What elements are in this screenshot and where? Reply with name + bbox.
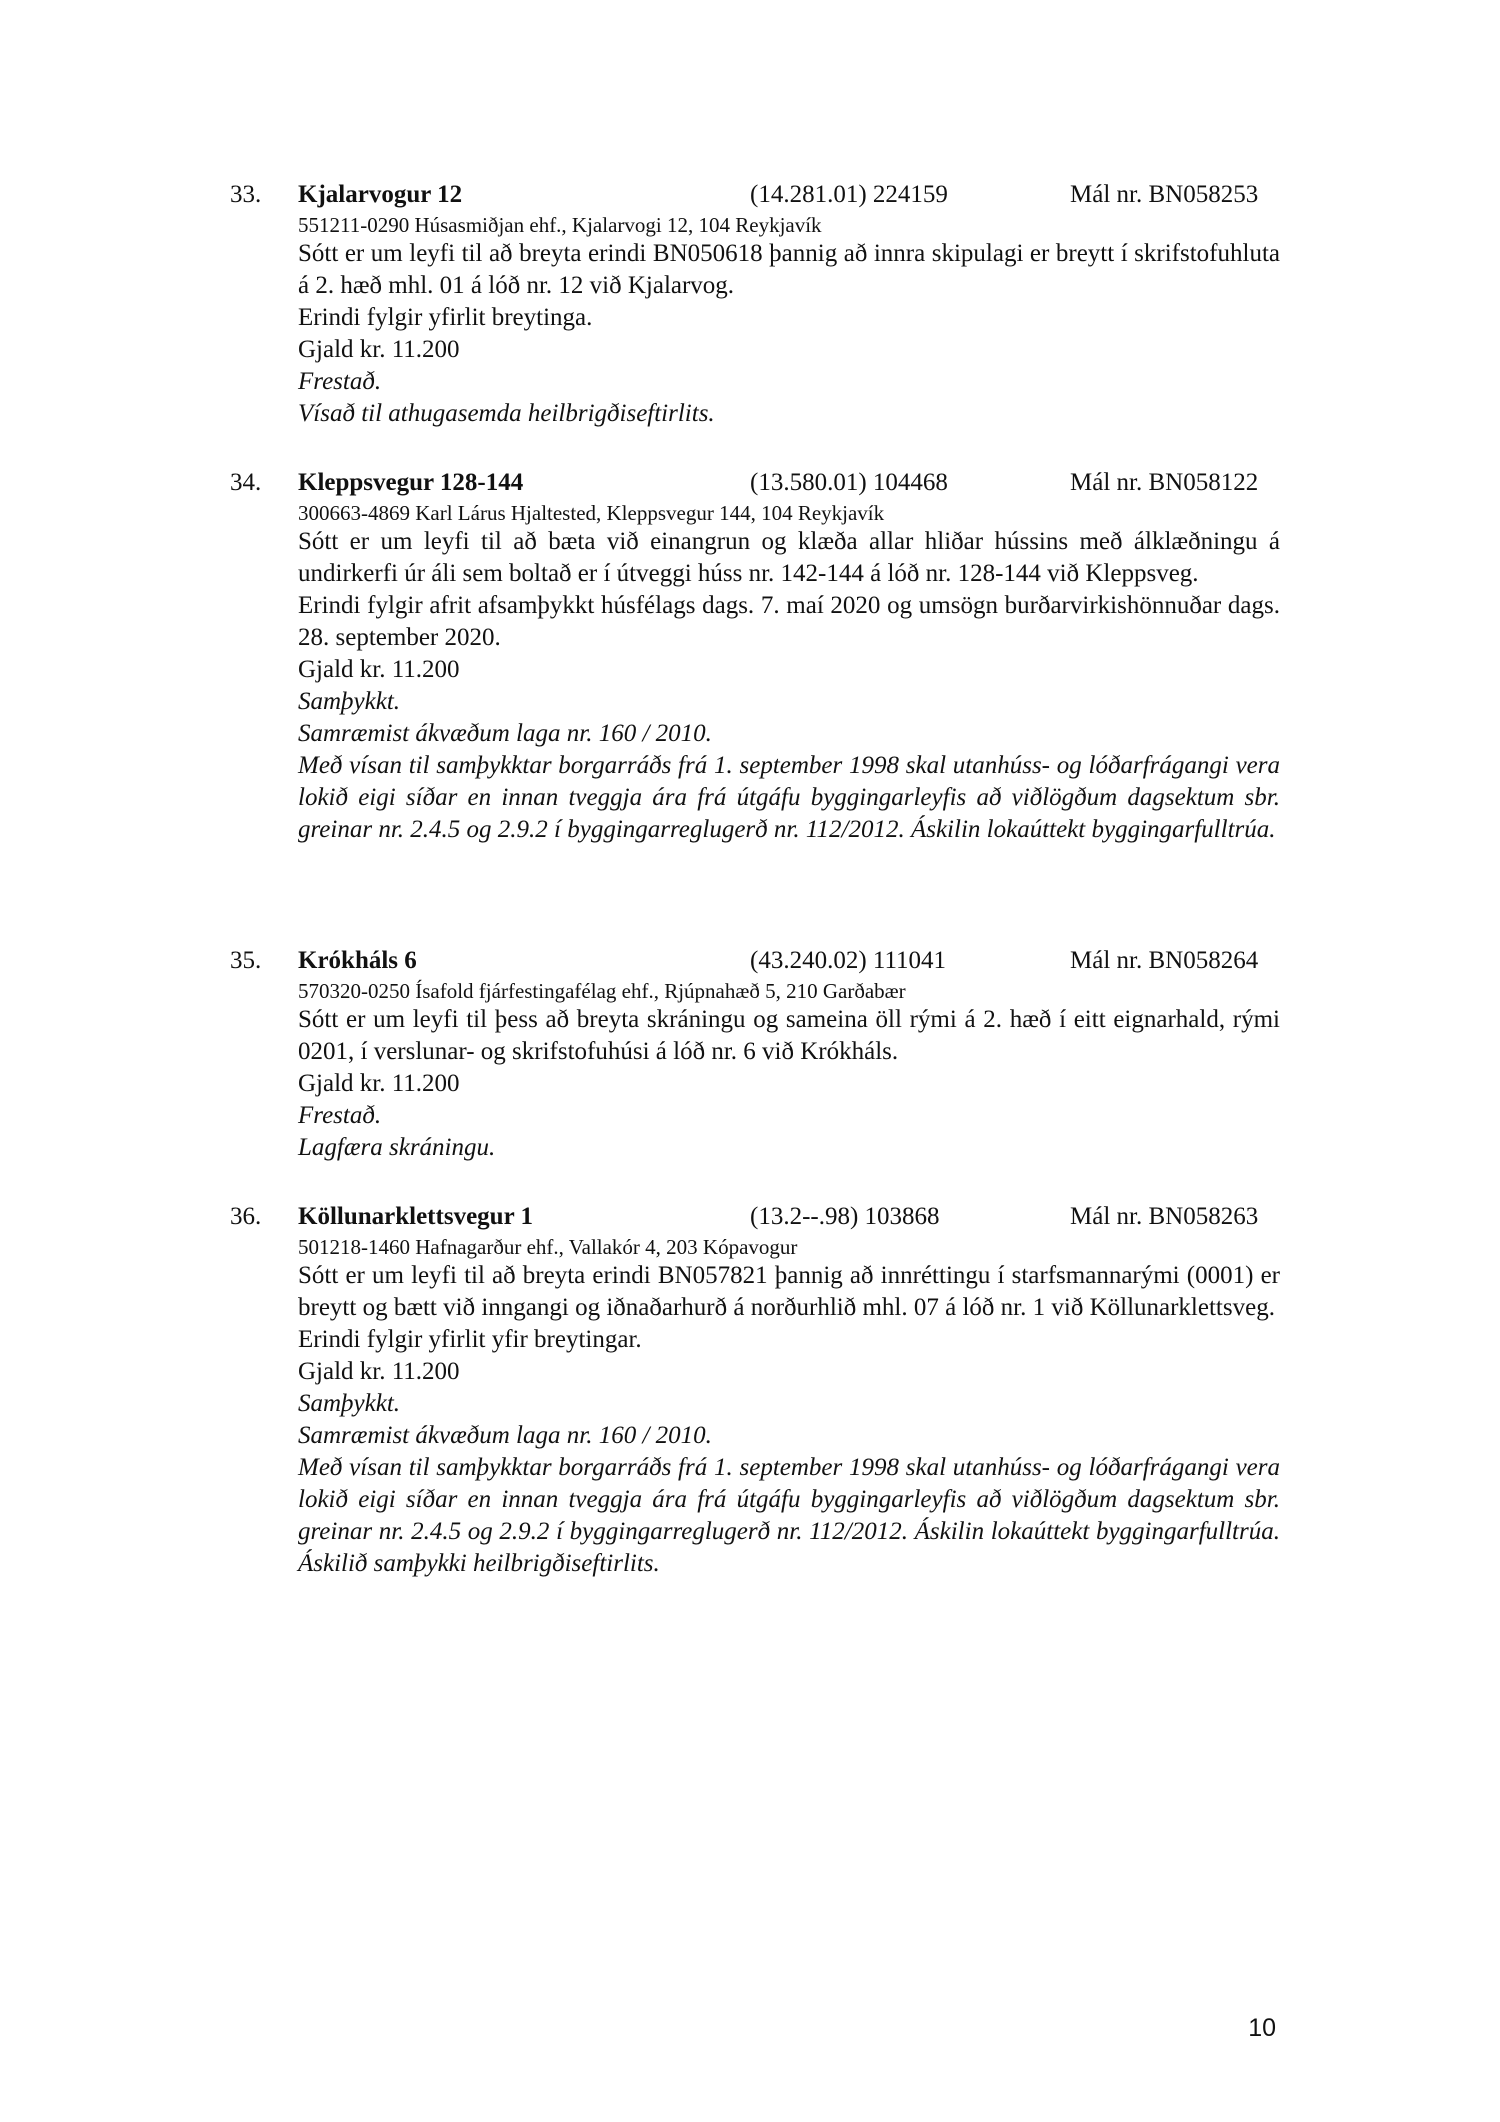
property-code: (14.281.01) 224159 — [750, 181, 948, 208]
entry-header — [230, 1200, 1280, 1234]
description-text: Sótt er um leyfi til þess að breyta skráningu og sameina öll rými á 2. hæð í eitt eignarhald, rými 0201, í verslunar- og skrifstofuhúsi á lóð nr. 6 við Krókháls. — [298, 1006, 1280, 1065]
note-text: Samræmist ákvæðum laga nr. 160 / 2010. — [298, 1422, 712, 1449]
entry-number: 36. — [230, 1203, 262, 1230]
entry-header — [230, 466, 1280, 500]
entry-number: 34. — [230, 469, 262, 496]
applicant-line: 300663-4869 Karl Lárus Hjaltested, Kleppsvegur 144, 104 Reykjavík — [298, 501, 885, 525]
decision-text: Frestað. — [298, 1102, 382, 1129]
attachment-text: Erindi fylgir yfirlit breytinga. — [298, 304, 593, 331]
case-entry-36 — [230, 1200, 1280, 1580]
property-code: (43.240.02) 111041 — [750, 947, 947, 974]
attachment-text: Erindi fylgir yfirlit yfir breytingar. — [298, 1326, 642, 1353]
applicant-line: 501218-1460 Hafnagarður ehf., Vallakór 4, 203 Kópavogur — [298, 1235, 798, 1259]
case-number: Mál nr. BN058264 — [1070, 947, 1259, 974]
property-code: (13.2--.98) 103868 — [750, 1203, 940, 1230]
entry-body — [298, 1234, 1280, 1580]
note-text: Lagfæra skráningu. — [298, 1134, 496, 1161]
entry-title: Köllunarklettsvegur 1 — [298, 1203, 533, 1230]
entry-body — [298, 500, 1280, 846]
entry-number: 35. — [230, 947, 262, 974]
attachment-text: Erindi fylgir afrit afsamþykkt húsfélags dags. 7. maí 2020 og umsögn burðarvirkishönnuðar dags. 28. september 2020. — [298, 592, 1280, 651]
entry-title: Krókháls 6 — [298, 947, 417, 974]
entry-body — [298, 978, 1280, 1164]
entry-number: 33. — [230, 181, 262, 208]
applicant-line: 570320-0250 Ísafold fjárfestingafélag ehf., Rjúpnahæð 5, 210 Garðabær — [298, 979, 906, 1003]
note-text: Vísað til athugasemda heilbrigðiseftirlits. — [298, 400, 715, 427]
note-text: Samræmist ákvæðum laga nr. 160 / 2010. — [298, 720, 712, 747]
property-code: (13.580.01) 104468 — [750, 469, 948, 496]
decision-text: Frestað. — [298, 368, 382, 395]
fee-text: Gjald kr. 11.200 — [298, 656, 460, 683]
decision-text: Samþykkt. — [298, 688, 401, 715]
entry-title: Kleppsvegur 128-144 — [298, 469, 524, 496]
case-entry-34 — [230, 466, 1280, 846]
applicant-line: 551211-0290 Húsasmiðjan ehf., Kjalarvogi 12, 104 Reykjavík — [298, 213, 822, 237]
case-entry-33 — [230, 178, 1280, 430]
description-text: Sótt er um leyfi til að breyta erindi BN057821 þannig að innréttingu í starfsmannarými (0001) er breytt og bætt við inngangi og iðnaðarhurð á norðurhlið mhl. 07 á lóð nr. 1 við Köllunarklettsveg. — [298, 1262, 1280, 1321]
note-text: Með vísan til samþykktar borgarráðs frá 1. september 1998 skal utanhúss- og lóðarfrágangi vera lokið eigi síðar en innan tveggja ára frá útgáfu byggingarleyfis að viðlögðum dagsektum sbr. greinar nr. 2.4.5 og 2.9.2 í byggingarreglugerð nr. 112/2012. Áskilin lokaúttekt byggingarfulltrúa. Áskilið samþykki heilbrigðiseftirlits. — [298, 1454, 1280, 1577]
case-entry-35 — [230, 944, 1280, 1164]
entry-body — [298, 212, 1280, 430]
fee-text: Gjald kr. 11.200 — [298, 1358, 460, 1385]
entry-header — [230, 944, 1280, 978]
page-number: 10 — [1248, 2014, 1276, 2042]
description-text: Sótt er um leyfi til að breyta erindi BN050618 þannig að innra skipulagi er breytt í skrifstofuhluta á 2. hæð mhl. 01 á lóð nr. 12 við Kjalarvog. — [298, 240, 1280, 299]
entry-header — [230, 178, 1280, 212]
fee-text: Gjald kr. 11.200 — [298, 336, 460, 363]
description-text: Sótt er um leyfi til að bæta við einangrun og klæða allar hliðar hússins með álklæðningu á undirkerfi úr áli sem boltað er í útveggi húss nr. 142-144 á lóð nr. 128-144 við Kleppsveg. — [298, 528, 1280, 587]
case-number: Mál nr. BN058263 — [1070, 1203, 1259, 1230]
fee-text: Gjald kr. 11.200 — [298, 1070, 460, 1097]
case-number: Mál nr. BN058253 — [1070, 181, 1259, 208]
case-number: Mál nr. BN058122 — [1070, 469, 1259, 496]
entry-title: Kjalarvogur 12 — [298, 181, 463, 208]
decision-text: Samþykkt. — [298, 1390, 401, 1417]
note-text: Með vísan til samþykktar borgarráðs frá 1. september 1998 skal utanhúss- og lóðarfrágangi vera lokið eigi síðar en innan tveggja ára frá útgáfu byggingarleyfis að viðlögðum dagsektum sbr. greinar nr. 2.4.5 og 2.9.2 í byggingarreglugerð nr. 112/2012. Áskilin lokaúttekt byggingarfulltrúa. — [298, 752, 1280, 843]
